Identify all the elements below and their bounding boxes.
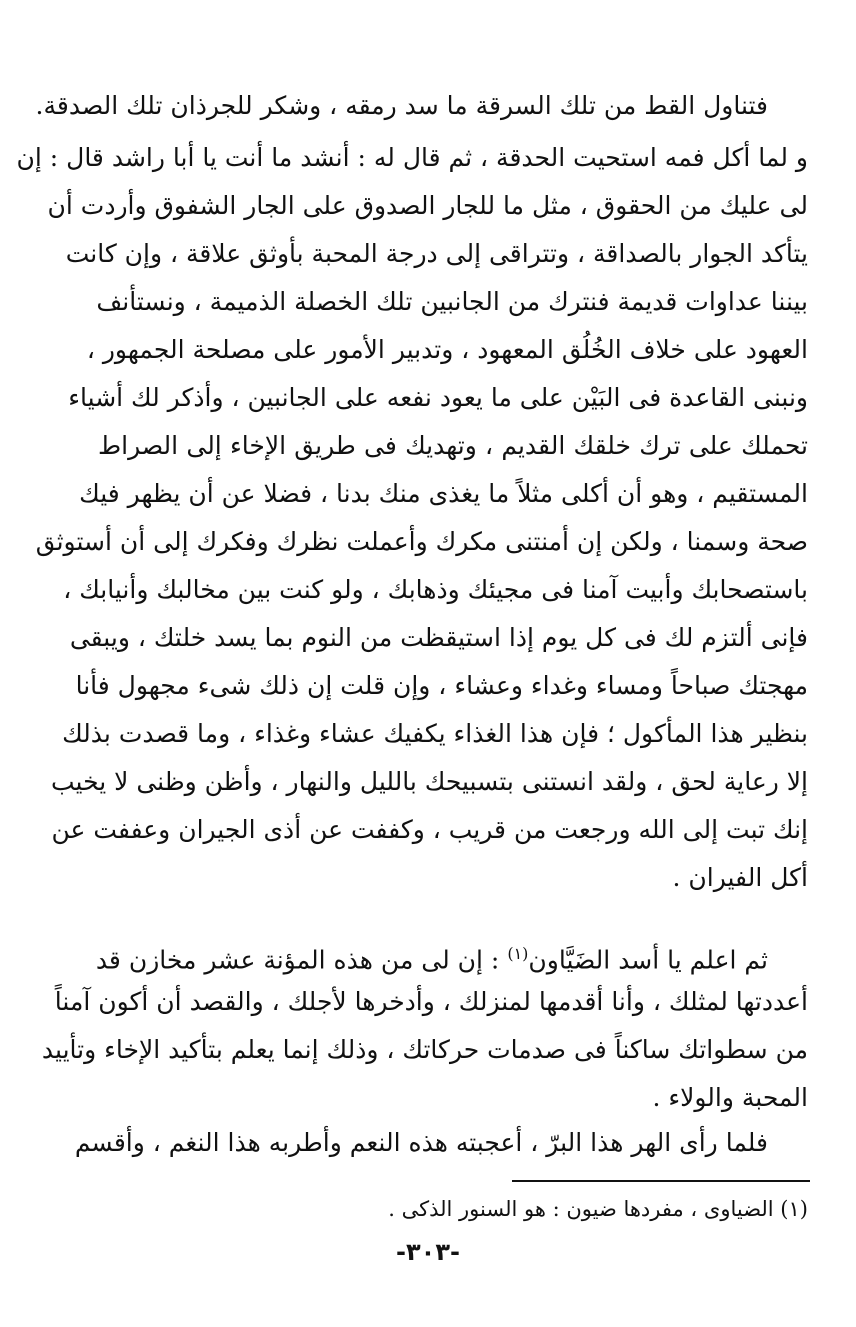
text-line: بيننا عداوات قديمة فنترك من الجانبين تلك الخصلة الذميمة ، ونستأنف	[96, 287, 808, 316]
text-line: أعددتها لمثلك ، وأنا أقدمها لمنزلك ، وأدخرها لأجلك ، والقصد أن أكون آمناً	[54, 987, 808, 1016]
text-line: المستقيم ، وهو أن أكلى مثلاً ما يغذى منك بدنا ، فضلا عن أن يظهر فيك	[79, 479, 808, 508]
text-line: تحملك على ترك خلقك القديم ، وتهديك فى طريق الإخاء إلى الصراط	[98, 431, 808, 460]
text-line: لى عليك من الحقوق ، مثل ما للجار الصدوق على الجار الشفوق وأردت أن	[47, 191, 808, 220]
text-line: يتأكد الجوار بالصداقة ، وتتراقى إلى درجة المحبة بأوثق علاقة ، وإن كانت	[65, 239, 808, 268]
text-segment: ثم اعلم يا أسد الضَيَّاون	[528, 945, 768, 975]
text-line: المحبة والولاء .	[652, 1083, 808, 1112]
text-line: صحة وسمنا ، ولكن إن أمنتنى مكرك وأعملت نظرك وفكرك إلى أن أستوثق	[35, 527, 808, 556]
text-line: فلما رأى الهر هذا البرّ ، أعجبته هذه النعم وأطربه هذا النغم ، وأقسم	[74, 1128, 768, 1157]
page-number: -٣٠٣-	[396, 1238, 460, 1266]
footnote-text: (١) الضياوى ، مفردها ضيون : هو السنور الذكى .	[388, 1197, 808, 1221]
text-line	[95, 936, 768, 975]
text-line: إلا رعاية لحق ، ولقد انستنى بتسبيحك بالليل والنهار ، وأظن وظنى لا يخيب	[51, 767, 808, 796]
text-line: أكل الفيران .	[672, 863, 808, 892]
text-segment: : إن لى من هذه المؤنة عشر مخازن قد	[95, 945, 500, 975]
footnote-marker: (١)	[507, 944, 529, 963]
text-line: فتناول القط من تلك السرقة ما سد رمقه ، وشكر للجرذان تلك الصدقة.	[35, 91, 768, 120]
text-line: إنك تبت إلى الله ورجعت من قريب ، وكففت عن أذى الجيران وعففت عن	[51, 815, 808, 844]
text-line: من سطواتك ساكناً فى صدمات حركاتك ، وذلك إنما يعلم بتأكيد الإخاء وتأييد	[41, 1035, 808, 1064]
text-line: مهجتك صباحاً ومساء وغداء وعشاء ، وإن قلت إن ذلك شىء مجهول فأنا	[75, 671, 808, 700]
text-line: ونبنى القاعدة فى البَيْن على ما يعود نفعه على الجانبين ، وأذكر لك أشياء	[68, 383, 808, 412]
text-line: فإنى ألتزم لك فى كل يوم إذا استيقظت من النوم بما يسد خلتك ، ويبقى	[69, 623, 808, 652]
text-line: باستصحابك وأبيت آمنا فى مجيئك وذهابك ، ولو كنت بين مخالبك وأنيابك ،	[63, 575, 808, 604]
text-line: و لما أكل فمه استحيت الحدقة ، ثم قال له : أنشد ما أنت يا أبا راشد قال : إن	[16, 143, 808, 172]
footnote-divider	[512, 1180, 810, 1182]
text-line: العهود على خلاف الخُلُق المعهود ، وتدبير الأمور على مصلحة الجمهور ،	[86, 335, 808, 364]
text-line: بنظير هذا المأكول ؛ فإن هذا الغذاء يكفيك عشاء وغذاء ، وما قصدت بذلك	[62, 719, 808, 748]
